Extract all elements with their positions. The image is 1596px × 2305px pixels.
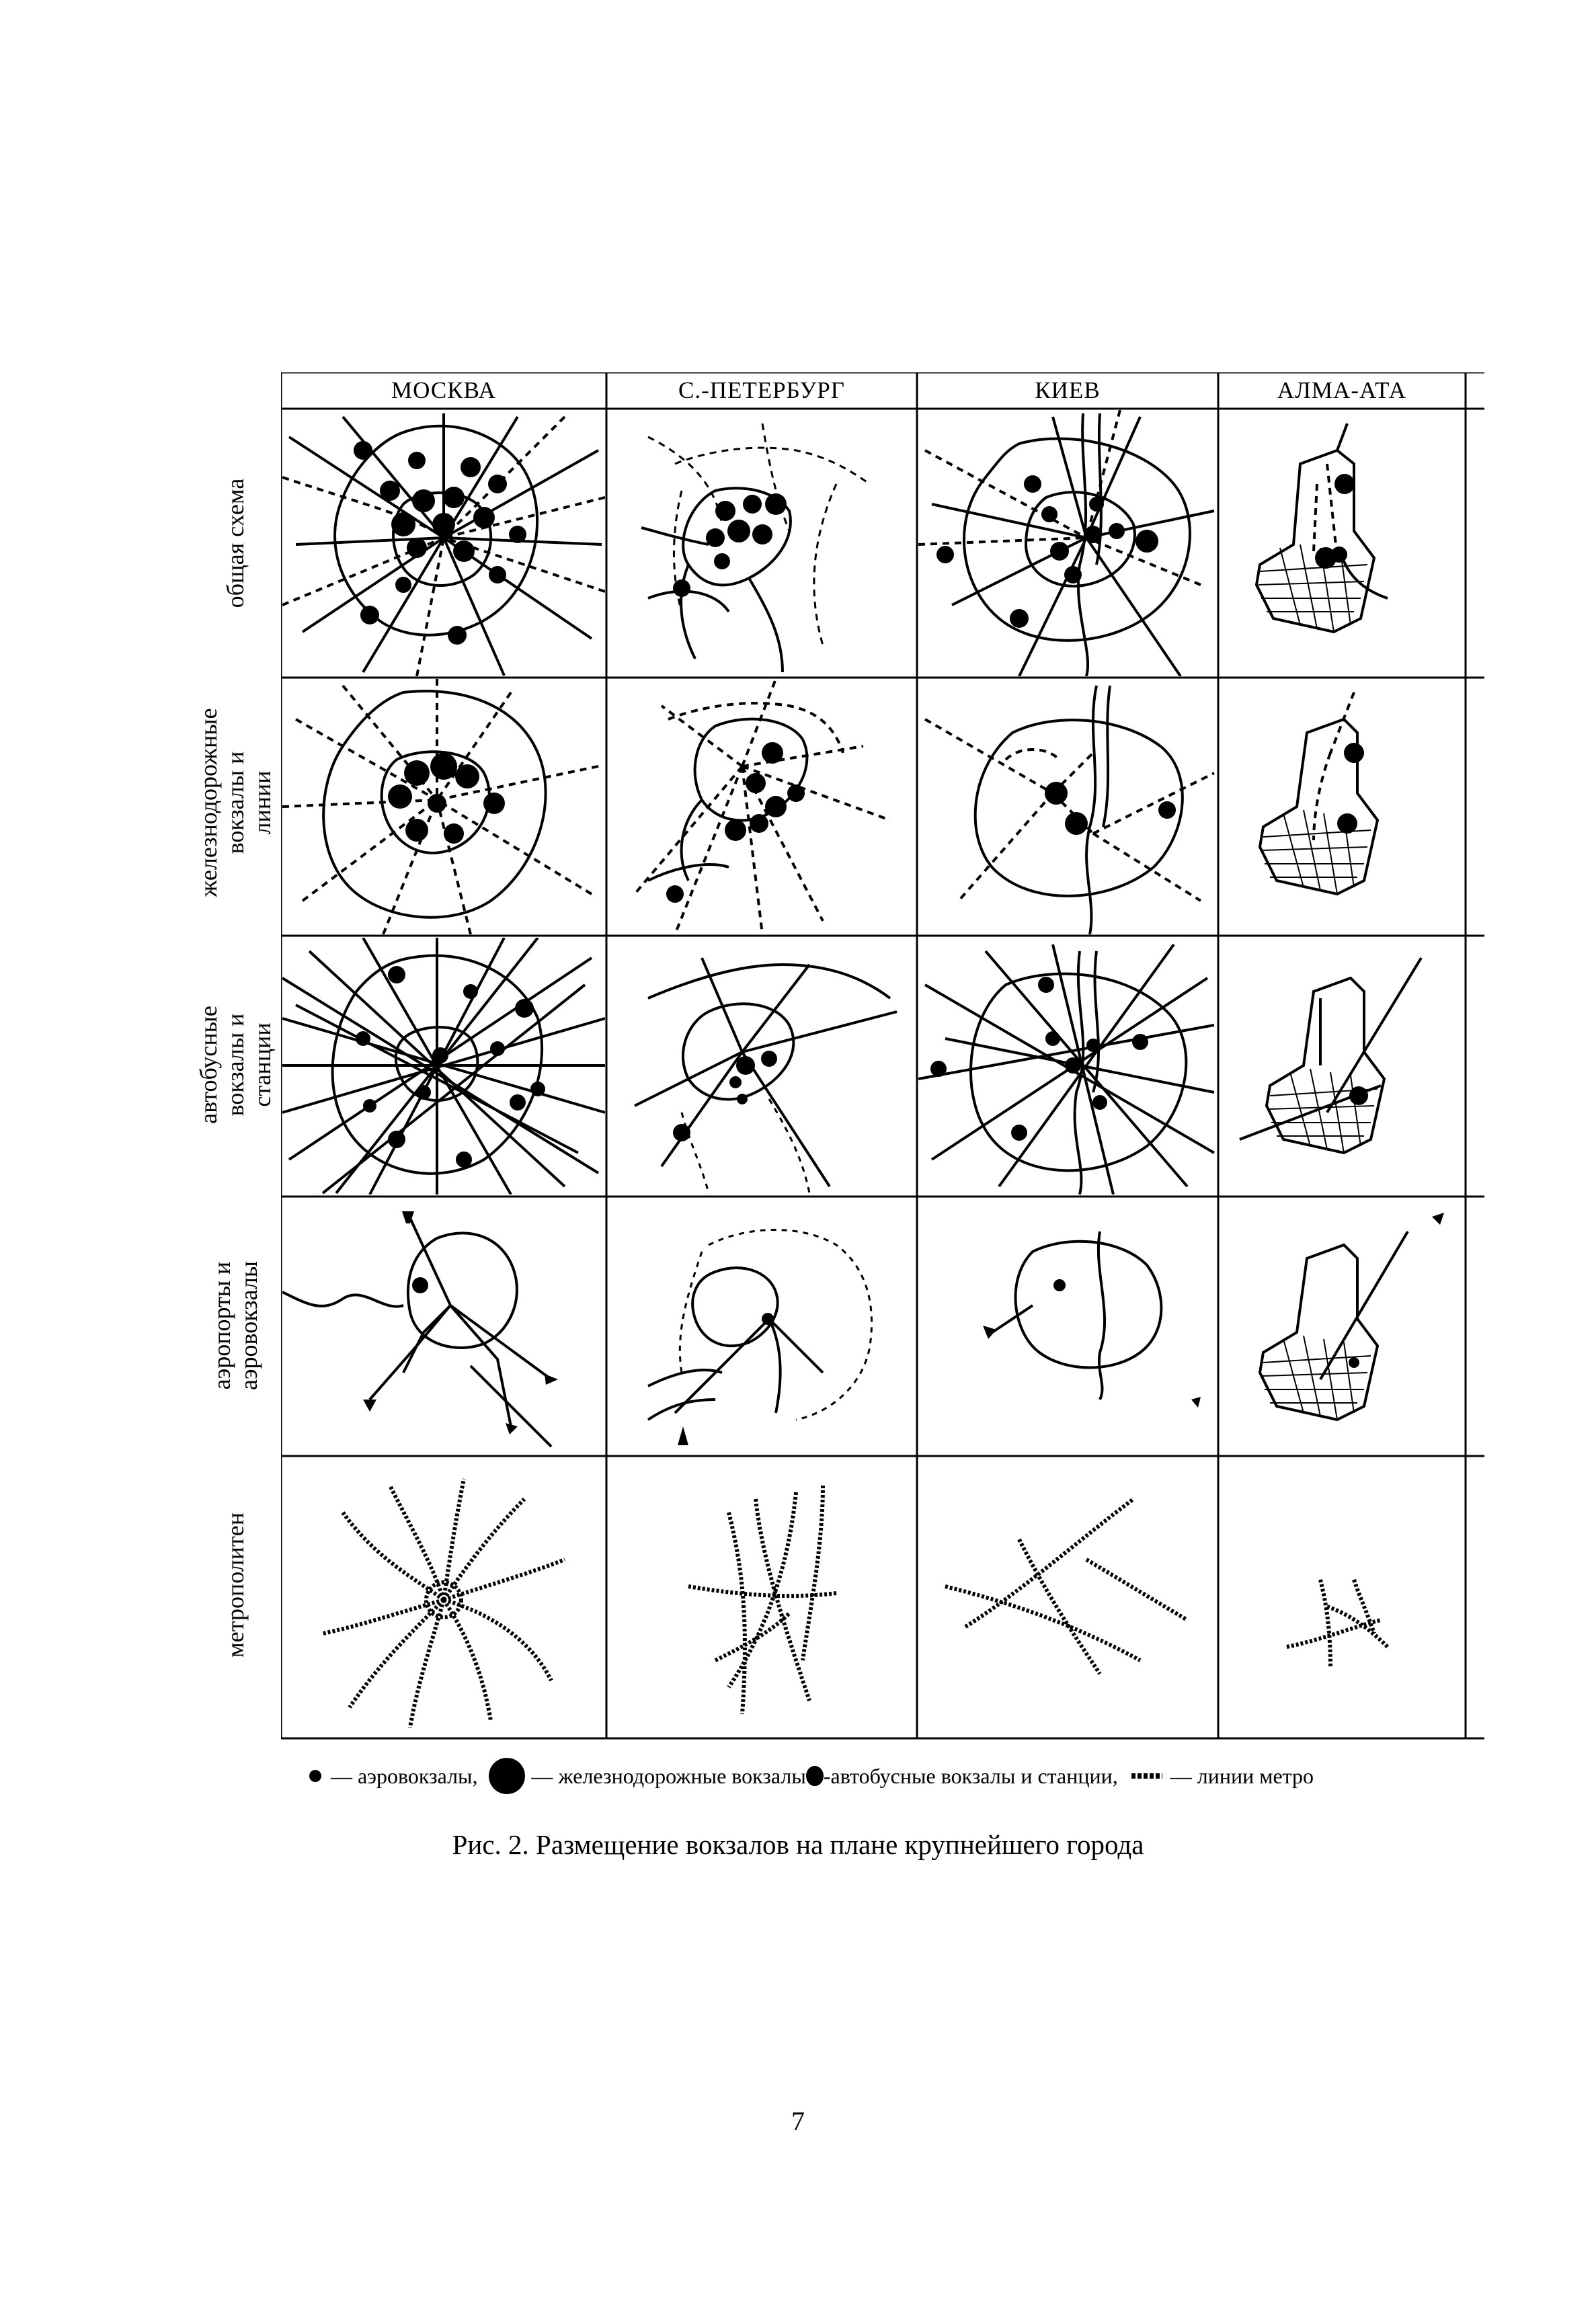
row-label-line: метрополитен bbox=[222, 1512, 249, 1658]
kiev-railway-map bbox=[918, 679, 1218, 934]
kiev-general-scheme-map bbox=[918, 410, 1218, 676]
row-label-line: общая схема bbox=[222, 478, 249, 608]
row-label-line: вокзалы и bbox=[222, 1013, 249, 1117]
column-header-moscow: МОСКВА bbox=[391, 377, 496, 403]
moscow-general-scheme-map bbox=[282, 410, 605, 676]
row-label-line: линии bbox=[249, 770, 276, 835]
row-label-railway bbox=[195, 668, 276, 937]
legend-bus-stations: -автобусные вокзалы и станции, bbox=[823, 1763, 1118, 1788]
row-label-line: автобусные bbox=[195, 1006, 222, 1124]
row-label-general-scheme bbox=[195, 409, 276, 678]
st-petersburg-airports-map bbox=[608, 1198, 916, 1456]
legend-metro-lines: — линии метро bbox=[1170, 1763, 1314, 1788]
alma-ata-metro-map bbox=[1220, 1459, 1466, 1734]
kiev-bus-map bbox=[918, 938, 1218, 1195]
figure-legend bbox=[309, 1756, 1526, 1796]
row-label-line: аэровокзалы bbox=[235, 1261, 262, 1390]
st-petersburg-bus-map bbox=[608, 938, 916, 1195]
row-label-bus bbox=[195, 930, 276, 1199]
st-petersburg-railway-map bbox=[608, 679, 916, 934]
st-petersburg-metro-map bbox=[608, 1459, 916, 1734]
row-label-airports bbox=[195, 1191, 276, 1460]
row-label-line: аэропорты и bbox=[208, 1261, 235, 1390]
moscow-railway-map bbox=[282, 679, 605, 934]
row-label-line: вокзалы и bbox=[222, 751, 249, 854]
column-header-kiev: КИЕВ bbox=[1035, 377, 1101, 403]
bus-station-marker-icon bbox=[806, 1766, 824, 1786]
metro-line-marker-icon bbox=[1131, 1773, 1162, 1779]
alma-ata-railway-map bbox=[1220, 679, 1466, 934]
air-terminal-marker-icon bbox=[309, 1770, 321, 1782]
moscow-airports-map bbox=[282, 1198, 605, 1456]
alma-ata-airports-map bbox=[1220, 1198, 1466, 1456]
alma-ata-bus-map bbox=[1220, 938, 1466, 1195]
figure-caption: Рис. 2. Размещение вокзалов на плане крупнейшего города bbox=[452, 1829, 1144, 1860]
legend-rail-stations: — железнодорожные вокзалы bbox=[531, 1763, 806, 1788]
page-number: 7 bbox=[791, 2106, 805, 2136]
moscow-bus-map bbox=[282, 938, 605, 1195]
column-header-st-petersburg: С.-ПЕТЕРБУРГ bbox=[678, 377, 845, 403]
row-label-metro bbox=[195, 1451, 276, 1720]
row-label-line: станции bbox=[249, 1022, 276, 1107]
st-petersburg-general-scheme-map bbox=[608, 410, 916, 676]
alma-ata-general-scheme-map bbox=[1220, 410, 1466, 676]
column-header-alma-ata: АЛМА-АТА bbox=[1277, 377, 1407, 403]
legend-air-terminals: — аэровокзалы, bbox=[331, 1763, 478, 1788]
kiev-airports-map bbox=[918, 1198, 1218, 1456]
row-label-line: железнодорожные bbox=[195, 708, 222, 897]
railway-station-marker-icon bbox=[489, 1758, 525, 1794]
moscow-metro-map bbox=[282, 1459, 605, 1734]
kiev-metro-map bbox=[918, 1459, 1218, 1734]
